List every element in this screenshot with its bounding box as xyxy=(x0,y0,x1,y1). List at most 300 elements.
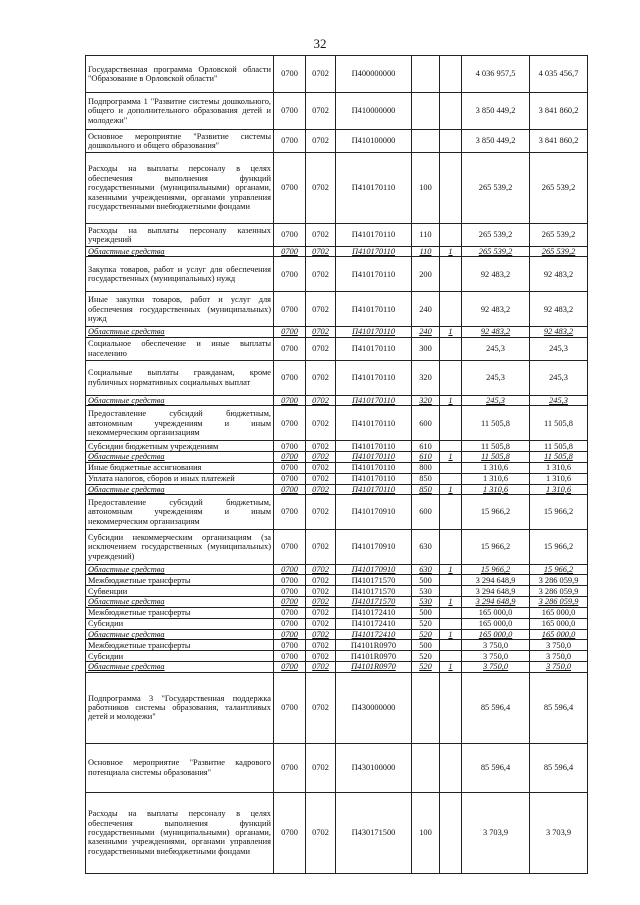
subsection-code: 0702 xyxy=(306,441,336,452)
table-row-region-funds xyxy=(86,565,588,575)
target-code: П410171570 xyxy=(336,597,412,607)
row-name: Предоставление субсидий бюджетным, автономным учреждениям и иным некоммерческим организациям xyxy=(86,495,274,530)
amount-year-2: 265 539,2 xyxy=(530,247,588,257)
source-code xyxy=(440,153,462,224)
amount-year-1: 165 000,0 xyxy=(462,607,530,618)
amount-year-2: 3 286 059,9 xyxy=(530,575,588,586)
section-code: 0700 xyxy=(274,743,306,792)
amount-year-2: 92 483,2 xyxy=(530,327,588,337)
expense-type-code: 240 xyxy=(412,292,440,327)
section-code: 0700 xyxy=(274,257,306,292)
section-code: 0700 xyxy=(274,575,306,586)
amount-year-1: 245,3 xyxy=(462,395,530,405)
expense-type-code xyxy=(412,93,440,130)
source-code xyxy=(440,530,462,565)
expense-type-code: 100 xyxy=(412,153,440,224)
subsection-code: 0702 xyxy=(306,473,336,484)
amount-year-1: 92 483,2 xyxy=(462,292,530,327)
expense-type-code: 600 xyxy=(412,406,440,441)
row-name: Областные средства xyxy=(86,629,274,639)
amount-year-1: 1 310,6 xyxy=(462,484,530,494)
source-code xyxy=(440,495,462,530)
subsection-code: 0702 xyxy=(306,337,336,360)
section-code: 0700 xyxy=(274,452,306,462)
section-code: 0700 xyxy=(274,651,306,662)
subsection-code: 0702 xyxy=(306,93,336,130)
target-code: П410171570 xyxy=(336,575,412,586)
subsection-code: 0702 xyxy=(306,292,336,327)
expense-type-code: 530 xyxy=(412,597,440,607)
expense-type-code: 530 xyxy=(412,586,440,597)
table-row-region-funds xyxy=(86,629,588,639)
table-row xyxy=(86,56,588,93)
amount-year-2: 11 505,8 xyxy=(530,452,588,462)
source-code xyxy=(440,586,462,597)
source-code xyxy=(440,93,462,130)
section-code: 0700 xyxy=(274,495,306,530)
target-code: П410170110 xyxy=(336,395,412,405)
subsection-code: 0702 xyxy=(306,629,336,639)
target-code: П430000000 xyxy=(336,672,412,743)
section-code: 0700 xyxy=(274,586,306,597)
target-code: П4101R0970 xyxy=(336,662,412,672)
section-code: 0700 xyxy=(274,597,306,607)
source-code xyxy=(440,130,462,153)
section-code: 0700 xyxy=(274,530,306,565)
expense-type-code: 320 xyxy=(412,360,440,395)
section-code: 0700 xyxy=(274,93,306,130)
section-code: 0700 xyxy=(274,292,306,327)
amount-year-2: 265 539,2 xyxy=(530,224,588,247)
row-name: Межбюджетные трансферты xyxy=(86,640,274,651)
amount-year-1: 265 539,2 xyxy=(462,153,530,224)
amount-year-2: 3 750,0 xyxy=(530,640,588,651)
source-code xyxy=(440,292,462,327)
expense-type-code: 520 xyxy=(412,618,440,629)
expense-type-code: 610 xyxy=(412,441,440,452)
table-row xyxy=(86,462,588,473)
target-code: П410100000 xyxy=(336,130,412,153)
section-code: 0700 xyxy=(274,565,306,575)
row-name: Областные средства xyxy=(86,597,274,607)
amount-year-2: 245,3 xyxy=(530,360,588,395)
target-code: П430100000 xyxy=(336,743,412,792)
subsection-code: 0702 xyxy=(306,360,336,395)
table-row-region-funds xyxy=(86,597,588,607)
subsection-code: 0702 xyxy=(306,406,336,441)
subsection-code: 0702 xyxy=(306,327,336,337)
expense-type-code: 100 xyxy=(412,792,440,873)
section-code: 0700 xyxy=(274,672,306,743)
source-code xyxy=(440,257,462,292)
amount-year-1: 11 505,8 xyxy=(462,406,530,441)
target-code: П410170910 xyxy=(336,530,412,565)
row-name: Субсидии бюджетным учреждениям xyxy=(86,441,274,452)
subsection-code: 0702 xyxy=(306,575,336,586)
source-code xyxy=(440,224,462,247)
source-code xyxy=(440,618,462,629)
subsection-code: 0702 xyxy=(306,395,336,405)
section-code: 0700 xyxy=(274,153,306,224)
target-code: П410170110 xyxy=(336,452,412,462)
table-row xyxy=(86,672,588,743)
expense-type-code xyxy=(412,743,440,792)
amount-year-2: 165 000,0 xyxy=(530,618,588,629)
amount-year-1: 265 539,2 xyxy=(462,247,530,257)
section-code: 0700 xyxy=(274,640,306,651)
section-code: 0700 xyxy=(274,662,306,672)
expense-type-code: 600 xyxy=(412,495,440,530)
table-row xyxy=(86,618,588,629)
table-row xyxy=(86,586,588,597)
table-row xyxy=(86,153,588,224)
table-row xyxy=(86,441,588,452)
row-name: Областные средства xyxy=(86,662,274,672)
row-name: Социальное обеспечение и иные выплаты населению xyxy=(86,337,274,360)
table-row xyxy=(86,530,588,565)
table-row-region-funds xyxy=(86,662,588,672)
expense-type-code: 850 xyxy=(412,473,440,484)
table-row-region-funds xyxy=(86,327,588,337)
row-name: Субсидии xyxy=(86,618,274,629)
amount-year-2: 92 483,2 xyxy=(530,292,588,327)
expense-type-code: 520 xyxy=(412,651,440,662)
expense-type-code xyxy=(412,56,440,93)
expense-type-code: 520 xyxy=(412,629,440,639)
subsection-code: 0702 xyxy=(306,247,336,257)
amount-year-1: 15 966,2 xyxy=(462,565,530,575)
amount-year-2: 3 750,0 xyxy=(530,662,588,672)
amount-year-1: 265 539,2 xyxy=(462,224,530,247)
source-code xyxy=(440,406,462,441)
amount-year-1: 4 036 957,5 xyxy=(462,56,530,93)
target-code: П410172410 xyxy=(336,629,412,639)
expense-type-code xyxy=(412,130,440,153)
amount-year-2: 265 539,2 xyxy=(530,153,588,224)
target-code: П410000000 xyxy=(336,93,412,130)
target-code: П410170110 xyxy=(336,462,412,473)
expense-type-code: 500 xyxy=(412,607,440,618)
amount-year-1: 11 505,8 xyxy=(462,441,530,452)
amount-year-1: 3 294 648,9 xyxy=(462,586,530,597)
subsection-code: 0702 xyxy=(306,672,336,743)
table-row xyxy=(86,607,588,618)
target-code: П410171570 xyxy=(336,586,412,597)
subsection-code: 0702 xyxy=(306,743,336,792)
source-code xyxy=(440,607,462,618)
row-name: Субвенции xyxy=(86,586,274,597)
row-name: Межбюджетные трансферты xyxy=(86,575,274,586)
section-code: 0700 xyxy=(274,327,306,337)
amount-year-2: 1 310,6 xyxy=(530,473,588,484)
target-code: П410170910 xyxy=(336,495,412,530)
subsection-code: 0702 xyxy=(306,662,336,672)
amount-year-2: 85 596,4 xyxy=(530,672,588,743)
amount-year-2: 245,3 xyxy=(530,337,588,360)
row-name: Иные закупки товаров, работ и услуг для обеспечения государственных (муниципальных) нужд xyxy=(86,292,274,327)
table-row xyxy=(86,743,588,792)
row-name: Областные средства xyxy=(86,484,274,494)
section-code: 0700 xyxy=(274,406,306,441)
expense-type-code: 110 xyxy=(412,247,440,257)
subsection-code: 0702 xyxy=(306,586,336,597)
row-name: Иные бюджетные ассигнования xyxy=(86,462,274,473)
expense-type-code: 240 xyxy=(412,327,440,337)
expense-type-code: 110 xyxy=(412,224,440,247)
row-name: Областные средства xyxy=(86,247,274,257)
section-code: 0700 xyxy=(274,618,306,629)
table-row xyxy=(86,360,588,395)
section-code: 0700 xyxy=(274,56,306,93)
expense-type-code: 500 xyxy=(412,640,440,651)
target-code: П410170110 xyxy=(336,406,412,441)
expense-type-code: 800 xyxy=(412,462,440,473)
budget-table-body xyxy=(86,56,588,874)
source-code: 1 xyxy=(440,452,462,462)
subsection-code: 0702 xyxy=(306,495,336,530)
row-name: Областные средства xyxy=(86,565,274,575)
amount-year-1: 245,3 xyxy=(462,337,530,360)
source-code: 1 xyxy=(440,327,462,337)
section-code: 0700 xyxy=(274,360,306,395)
section-code: 0700 xyxy=(274,395,306,405)
amount-year-1: 3 850 449,2 xyxy=(462,93,530,130)
amount-year-1: 3 750,0 xyxy=(462,640,530,651)
source-code xyxy=(440,360,462,395)
amount-year-2: 3 286 059,9 xyxy=(530,586,588,597)
amount-year-1: 1 310,6 xyxy=(462,473,530,484)
amount-year-1: 15 966,2 xyxy=(462,495,530,530)
source-code xyxy=(440,672,462,743)
expense-type-code: 630 xyxy=(412,565,440,575)
expense-type-code: 850 xyxy=(412,484,440,494)
row-name: Предоставление субсидий бюджетным, автономным учреждениям и иным некоммерческим организациям xyxy=(86,406,274,441)
amount-year-1: 165 000,0 xyxy=(462,629,530,639)
subsection-code: 0702 xyxy=(306,462,336,473)
section-code: 0700 xyxy=(274,462,306,473)
table-row xyxy=(86,93,588,130)
row-name: Основное мероприятие "Развитие кадрового потенциала системы образования" xyxy=(86,743,274,792)
amount-year-2: 3 750,0 xyxy=(530,651,588,662)
amount-year-2: 3 286 059,9 xyxy=(530,597,588,607)
source-code: 1 xyxy=(440,629,462,639)
amount-year-1: 3 750,0 xyxy=(462,651,530,662)
amount-year-1: 3 294 648,9 xyxy=(462,597,530,607)
table-row xyxy=(86,495,588,530)
section-code: 0700 xyxy=(274,629,306,639)
amount-year-2: 15 966,2 xyxy=(530,530,588,565)
target-code: П4101R0970 xyxy=(336,640,412,651)
subsection-code: 0702 xyxy=(306,224,336,247)
row-name: Расходы на выплаты персоналу в целях обеспечения выполнения функций государственными (муниципальными) органами, казенными учреждениями, органами управления государственными внебюджетными фондами xyxy=(86,792,274,873)
source-code xyxy=(440,56,462,93)
source-code xyxy=(440,441,462,452)
amount-year-1: 92 483,2 xyxy=(462,257,530,292)
source-code xyxy=(440,792,462,873)
expense-type-code: 200 xyxy=(412,257,440,292)
amount-year-1: 3 750,0 xyxy=(462,662,530,672)
amount-year-2: 4 035 456,7 xyxy=(530,56,588,93)
expense-type-code: 500 xyxy=(412,575,440,586)
amount-year-1: 11 505,8 xyxy=(462,452,530,462)
page-number: 32 xyxy=(313,36,327,51)
amount-year-1: 3 850 449,2 xyxy=(462,130,530,153)
source-code xyxy=(440,575,462,586)
target-code: П410170110 xyxy=(336,247,412,257)
table-row xyxy=(86,257,588,292)
row-name: Областные средства xyxy=(86,452,274,462)
amount-year-1: 165 000,0 xyxy=(462,618,530,629)
section-code: 0700 xyxy=(274,441,306,452)
section-code: 0700 xyxy=(274,224,306,247)
row-name: Субсидии некоммерческим организациям (за исключением государственных (муниципальных) учреждений) xyxy=(86,530,274,565)
subsection-code: 0702 xyxy=(306,792,336,873)
source-code: 1 xyxy=(440,395,462,405)
row-name: Подпрограмма 1 "Развитие системы дошкольного, общего и дополнительного образования детей и молодежи" xyxy=(86,93,274,130)
source-code xyxy=(440,651,462,662)
amount-year-1: 15 966,2 xyxy=(462,530,530,565)
amount-year-2: 245,3 xyxy=(530,395,588,405)
amount-year-2: 15 966,2 xyxy=(530,565,588,575)
target-code: П430171500 xyxy=(336,792,412,873)
subsection-code: 0702 xyxy=(306,257,336,292)
table-row xyxy=(86,337,588,360)
table-row xyxy=(86,130,588,153)
row-name: Закупка товаров, работ и услуг для обеспечения государственных (муниципальных) нужд xyxy=(86,257,274,292)
source-code xyxy=(440,640,462,651)
expense-type-code xyxy=(412,672,440,743)
subsection-code: 0702 xyxy=(306,651,336,662)
table-row-region-funds xyxy=(86,452,588,462)
row-name: Межбюджетные трансферты xyxy=(86,607,274,618)
amount-year-1: 92 483,2 xyxy=(462,327,530,337)
amount-year-2: 165 000,0 xyxy=(530,607,588,618)
target-code: П410172410 xyxy=(336,618,412,629)
source-code: 1 xyxy=(440,565,462,575)
amount-year-1: 3 294 648,9 xyxy=(462,575,530,586)
subsection-code: 0702 xyxy=(306,607,336,618)
subsection-code: 0702 xyxy=(306,484,336,494)
source-code: 1 xyxy=(440,247,462,257)
target-code: П410170110 xyxy=(336,441,412,452)
table-row xyxy=(86,651,588,662)
amount-year-1: 85 596,4 xyxy=(462,672,530,743)
budget-table xyxy=(85,55,588,874)
table-row xyxy=(86,792,588,873)
expense-type-code: 630 xyxy=(412,530,440,565)
subsection-code: 0702 xyxy=(306,130,336,153)
target-code: П410170110 xyxy=(336,327,412,337)
section-code: 0700 xyxy=(274,473,306,484)
row-name: Областные средства xyxy=(86,395,274,405)
subsection-code: 0702 xyxy=(306,597,336,607)
target-code: П410170110 xyxy=(336,292,412,327)
source-code: 1 xyxy=(440,662,462,672)
amount-year-1: 3 703,9 xyxy=(462,792,530,873)
subsection-code: 0702 xyxy=(306,640,336,651)
subsection-code: 0702 xyxy=(306,452,336,462)
subsection-code: 0702 xyxy=(306,56,336,93)
target-code: П410170110 xyxy=(336,484,412,494)
target-code: П410170110 xyxy=(336,360,412,395)
table-row-region-funds xyxy=(86,484,588,494)
target-code: П410170110 xyxy=(336,473,412,484)
amount-year-2: 92 483,2 xyxy=(530,257,588,292)
target-code: П4101R0970 xyxy=(336,651,412,662)
amount-year-2: 1 310,6 xyxy=(530,484,588,494)
table-row xyxy=(86,473,588,484)
source-code: 1 xyxy=(440,597,462,607)
subsection-code: 0702 xyxy=(306,530,336,565)
row-name: Областные средства xyxy=(86,327,274,337)
amount-year-2: 15 966,2 xyxy=(530,495,588,530)
target-code: П410170110 xyxy=(336,224,412,247)
amount-year-1: 1 310,6 xyxy=(462,462,530,473)
subsection-code: 0702 xyxy=(306,618,336,629)
row-name: Расходы на выплаты персоналу казенных учреждений xyxy=(86,224,274,247)
amount-year-2: 3 703,9 xyxy=(530,792,588,873)
amount-year-2: 3 841 860,2 xyxy=(530,93,588,130)
table-row-region-funds xyxy=(86,247,588,257)
row-name: Основное мероприятие "Развитие системы дошкольного и общего образования" xyxy=(86,130,274,153)
target-code: П410170910 xyxy=(336,565,412,575)
table-row-region-funds xyxy=(86,395,588,405)
amount-year-1: 245,3 xyxy=(462,360,530,395)
row-name: Социальные выплаты гражданам, кроме публичных нормативных социальных выплат xyxy=(86,360,274,395)
table-row xyxy=(86,640,588,651)
subsection-code: 0702 xyxy=(306,565,336,575)
source-code xyxy=(440,743,462,792)
amount-year-2: 165 000,0 xyxy=(530,629,588,639)
row-name: Уплата налогов, сборов и иных платежей xyxy=(86,473,274,484)
source-code xyxy=(440,337,462,360)
amount-year-2: 85 596,4 xyxy=(530,743,588,792)
row-name: Государственная программа Орловской области "Образование в Орловской области" xyxy=(86,56,274,93)
target-code: П410172410 xyxy=(336,607,412,618)
target-code: П410170110 xyxy=(336,153,412,224)
section-code: 0700 xyxy=(274,484,306,494)
amount-year-2: 11 505,8 xyxy=(530,406,588,441)
row-name: Подпрограмма 3 "Государственная поддержка работников системы образования, талантливых детей и молодежи" xyxy=(86,672,274,743)
source-code xyxy=(440,473,462,484)
table-row xyxy=(86,292,588,327)
expense-type-code: 320 xyxy=(412,395,440,405)
amount-year-1: 85 596,4 xyxy=(462,743,530,792)
table-row xyxy=(86,224,588,247)
target-code: П410170110 xyxy=(336,257,412,292)
amount-year-2: 11 505,8 xyxy=(530,441,588,452)
section-code: 0700 xyxy=(274,607,306,618)
row-name: Субсидии xyxy=(86,651,274,662)
target-code: П410170110 xyxy=(336,337,412,360)
target-code: П400000000 xyxy=(336,56,412,93)
amount-year-2: 1 310,6 xyxy=(530,462,588,473)
table-row xyxy=(86,406,588,441)
expense-type-code: 610 xyxy=(412,452,440,462)
section-code: 0700 xyxy=(274,792,306,873)
row-name: Расходы на выплаты персоналу в целях обеспечения выполнения функций государственными (муниципальными) органами, казенными учреждениями, органами управления государственными внебюджетными фондами xyxy=(86,153,274,224)
table-row xyxy=(86,575,588,586)
section-code: 0700 xyxy=(274,130,306,153)
section-code: 0700 xyxy=(274,337,306,360)
source-code xyxy=(440,462,462,473)
subsection-code: 0702 xyxy=(306,153,336,224)
section-code: 0700 xyxy=(274,247,306,257)
source-code: 1 xyxy=(440,484,462,494)
expense-type-code: 300 xyxy=(412,337,440,360)
expense-type-code: 520 xyxy=(412,662,440,672)
amount-year-2: 3 841 860,2 xyxy=(530,130,588,153)
